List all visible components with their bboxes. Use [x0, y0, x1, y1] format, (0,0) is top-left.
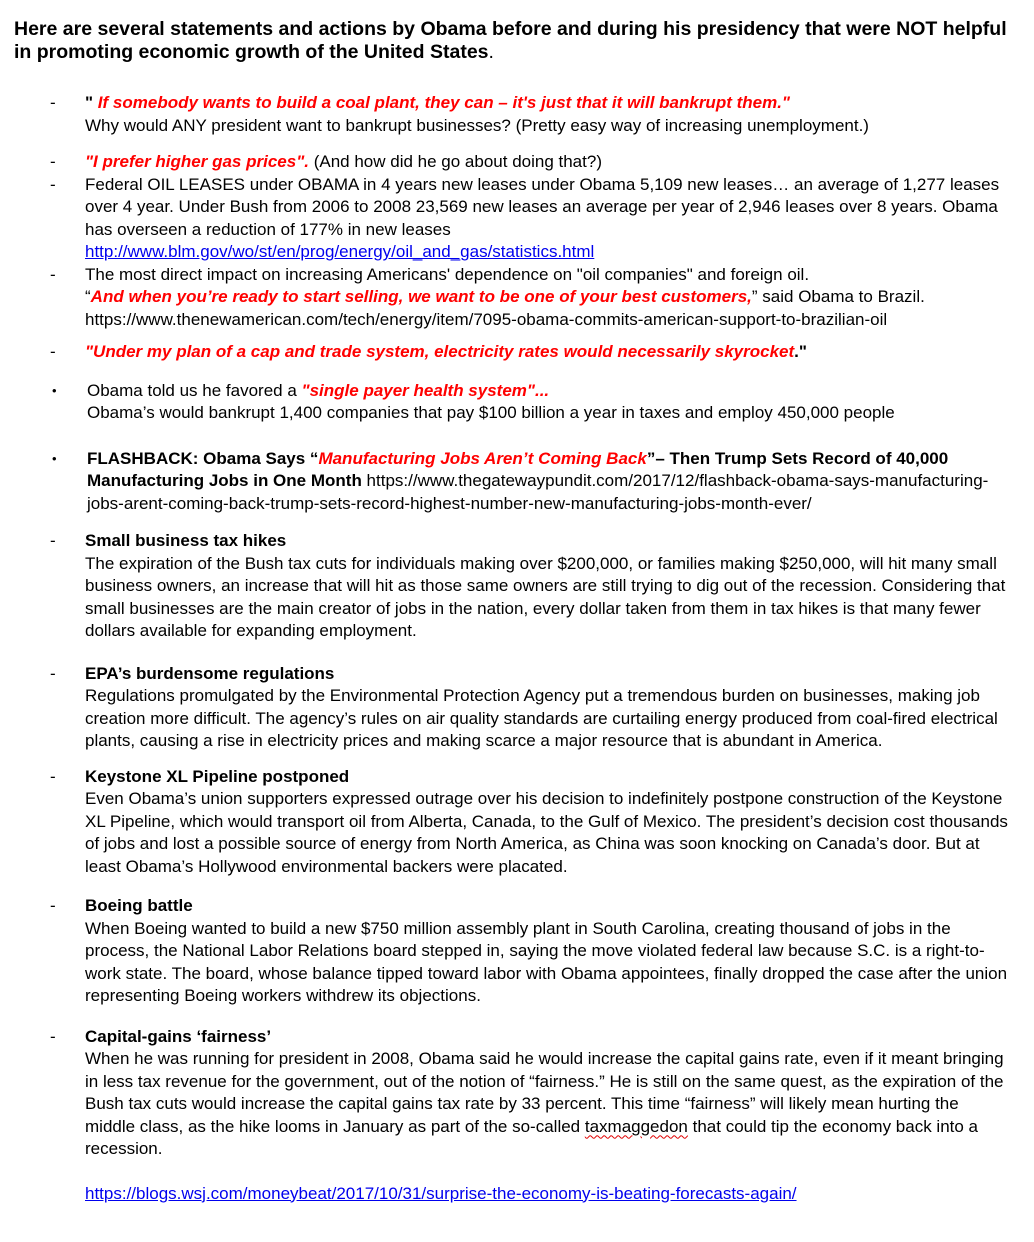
dash-bullet: -: [50, 342, 56, 361]
section-body: Regulations promulgated by the Environmental Protection Agency put a tremendous burden on businesses, making job creation more difficult. The agency’s rules on air quality standards are curtailing energy produced from coal-fired electrical plants, causing a rise in electricity prices and making scarce a major resource that is abundant in America.: [85, 686, 998, 750]
section-title: Keystone XL Pipeline postponed: [85, 766, 350, 786]
section-boeing-battle: [50, 895, 1014, 1008]
brazil-quote-line: [85, 286, 1010, 309]
oil-leases-paragraph: Federal OIL LEASES under OBAMA in 4 years new leases under Obama 5,109 new leases… an average of 1,277 leases over 4 year. Under Bush from 2006 to 2008 23,569 new leases an average per year of 2,946 leases over 8 years. Obama has overseen a reduction of 177% in new leases: [85, 174, 1000, 239]
dash-bullet: -: [50, 896, 56, 915]
section-body: [85, 1048, 1010, 1161]
section-title: EPA’s burdensome regulations: [85, 663, 335, 683]
section-body: The expiration of the Bush tax cuts for individuals making over $200,000, or families making $250,000, will hit many small business owners, an increase that will hit as those same owners are still trying to dig out of the recession. Considering that small businesses are the main creator of jobs in the nation, every dollar taken from them in tax hikes is that many fewer dollars available for expanding employment.: [85, 553, 1006, 640]
item-content: [85, 174, 1010, 264]
single-payer-line: [87, 380, 1012, 403]
quote-line: [85, 92, 1010, 115]
empty-bullet-cell: [50, 1183, 85, 1206]
dash-bullet: -: [50, 1026, 56, 1046]
flashback-paragraph: [87, 448, 1012, 516]
section-small-business-tax-hikes: [50, 530, 1014, 643]
flashback-bold-tail: ”– Then Trump Sets Record of 40,000 Manufacturing Jobs in One Month: [87, 448, 949, 490]
lead-text: Obama told us he favored a: [87, 380, 302, 400]
section-capital-gains: [50, 1026, 1014, 1161]
red-quote-text: And when you’re ready to start selling, we want to be one of your best customers,: [90, 287, 752, 306]
item-single-payer: [50, 380, 1014, 425]
quote-line: [85, 341, 1010, 364]
section-content: [85, 530, 1010, 643]
comment-line: Why would ANY president want to bankrupt businesses? (Pretty easy way of increasing unemployment.): [85, 115, 869, 135]
dot-bullet: •: [52, 382, 57, 398]
section-body: Even Obama’s union supporters expressed outrage over his decision to indefinitely postpone construction of the Keystone XL Pipeline, which would transport oil from Alberta, Canada, to the Gulf of Mexico. The president’s decision cost thousands of jobs and lost a possible source of energy from North America, as China was soon knocking on Canada’s door. But at least Obama’s Hollywood environmental backers were placated.: [85, 789, 1008, 876]
item-content: [87, 448, 1012, 516]
quote-close-mark: ”: [751, 287, 758, 306]
dash-bullet: -: [50, 93, 56, 112]
comment-text: (And how did he go about doing that?): [308, 152, 602, 171]
dash-bullet: -: [50, 663, 56, 683]
red-quote-text: Manufacturing Jobs Aren’t Coming Back: [318, 448, 647, 468]
quote-item-cap-and-trade: [50, 341, 1014, 364]
body-text: When he was running for president in 2008, Obama said he would increase the capital gains rate, even if it meant bringing in less tax revenue for the government, out of the notion of “fairness.” He is still on the same quest, as the expiration of the Bush tax cuts would increase the capital gains tax rate by 33 percent. This time “fairness” will likely mean hurting the middle class, as the hike looms in January as part of the so-called: [85, 1049, 1004, 1136]
attribution-text: said Obama to Brazil.: [757, 287, 925, 306]
dash-bullet: -: [50, 531, 56, 550]
bullet-list: [50, 92, 1014, 1205]
section-title: Boeing battle: [85, 896, 193, 915]
link-line: [85, 241, 1010, 264]
page-title: [14, 18, 1014, 64]
item-content: [85, 151, 1010, 174]
section-title: Small business tax hikes: [85, 531, 287, 550]
oil-dependence-line: The most direct impact on increasing Americans' dependence on "oil companies" and foreign oil.: [85, 264, 810, 284]
page-title-period: .: [488, 41, 494, 63]
newamerican-url-text: https://www.thenewamerican.com/tech/energy/item/7095-obama-commits-american-support-to-brazilian-oil: [85, 309, 888, 329]
dash-bullet: -: [50, 174, 56, 194]
item-flashback: [50, 448, 1014, 516]
item-content: [85, 341, 1010, 364]
item-content: [85, 1183, 1010, 1206]
page-title-text: Here are several statements and actions by Obama before and during his presidency that were NOT helpful in promoting economic growth of the United States: [14, 18, 1007, 63]
dash-bullet: -: [50, 152, 56, 171]
quote-item-coal-plant: [50, 92, 1014, 137]
gatewaypundit-url-text: https://www.thegatewaypundit.com/2017/12/flashback-obama-says-manufacturing-jobs-arent-coming-back-trump-sets-record-highest-number-new-manufacturing-jobs-month-ever/: [87, 471, 989, 513]
item-content: [85, 264, 1010, 332]
red-quote-text: "Under my plan of a cap and trade system, electricity rates would necessarily skyrocket: [85, 342, 795, 361]
item-content: [87, 380, 1012, 425]
red-quote-text: If somebody wants to build a coal plant, they can – it's just that it will bankrupt them.": [97, 93, 790, 112]
item-oil-leases: [50, 174, 1014, 264]
section-content: [85, 1026, 1010, 1161]
dot-bullet: •: [52, 450, 57, 466]
blm-statistics-link[interactable]: http://www.blm.gov/wo/st/en/prog/energy/oil_and_gas/statistics.html: [85, 242, 595, 261]
flashback-bold-lead: FLASHBACK: Obama Says “: [87, 448, 319, 468]
red-quote-text: "single payer health system"...: [301, 380, 550, 400]
section-body: When Boeing wanted to build a new $750 million assembly plant in South Carolina, creating thousand of jobs in the process, the National Labor Relations board stepped in, saying the move violated federal law because S.C. is a right-to-work state. The board, whose balance tipped toward labor with Obama appointees, finally dropped the case after the union representing Boeing workers withdrew its objections.: [85, 918, 1008, 1005]
section-content: [85, 895, 1010, 1008]
quote-open-mark: “: [85, 287, 91, 306]
red-quote-text: "I prefer higher gas prices".: [85, 152, 309, 171]
misspelled-word: taxmaggedon: [584, 1116, 688, 1136]
body-text: that could tip the economy back into a recession.: [85, 1116, 979, 1158]
quote-line: [85, 151, 1010, 174]
item-content: [85, 92, 1010, 137]
bankrupt-companies-line: Obama’s would bankrupt 1,400 companies that pay $100 billion a year in taxes and employ 450,000 people: [87, 403, 895, 422]
footer-link-row: [50, 1183, 1014, 1206]
section-content: [85, 663, 1010, 753]
dash-bullet: -: [50, 264, 56, 284]
wsj-article-link[interactable]: https://blogs.wsj.com/moneybeat/2017/10/31/surprise-the-economy-is-beating-forecasts-again/: [85, 1183, 797, 1203]
dash-bullet: -: [50, 766, 56, 786]
quote-close-mark: .": [794, 342, 807, 361]
quote-item-gas-prices: [50, 151, 1014, 174]
item-oil-dependence: [50, 264, 1014, 332]
section-content: [85, 766, 1010, 879]
section-epa-regulations: [50, 663, 1014, 753]
section-keystone-pipeline: [50, 766, 1014, 879]
quote-open-mark: ": [85, 93, 98, 112]
section-title: Capital-gains ‘fairness’: [85, 1026, 272, 1046]
